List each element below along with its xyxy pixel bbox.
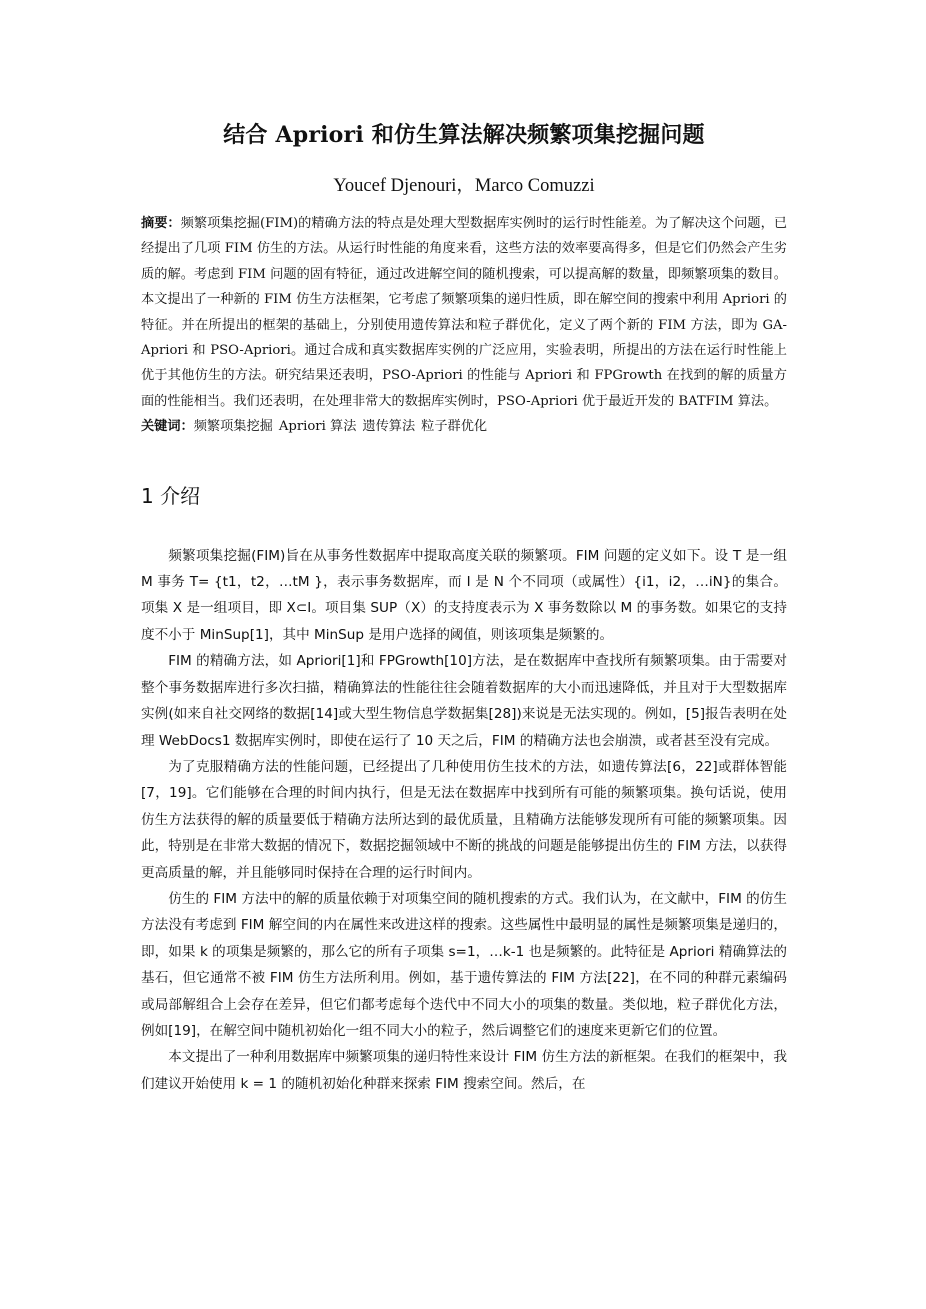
paper-title: 结合 Apriori 和仿生算法解决频繁项集挖掘问题 (223, 122, 705, 148)
abstract-text: 频繁项集挖掘(FIM)的精确方法的特点是处理大型数据库实例时的运行时性能差。为了解决这个问题，已经提出了几项 FIM 仿生的方法。从运行时性能的角度来看，这些方法的效率要高得多，但是它们仍然会产生劣质的解。考虑到 FIM 问题的固有特征，通过改进解空间的随机搜索，可以提高解的数量，即频繁项集的数目。本文提出了一种新的 FIM 仿生方法框架，它考虑了频繁项集的递归性质，即在解空间的搜索中利用 Apriori 的特征。并在所提出的框架的基础上，分别使用遗传算法和粒子群优化，定义了两个新的 FIM 方法，即为 GA-Apriori 和 PSO-Apriori。通过合成和真实数据库实例的广泛应用，实验表明，所提出的方法在运行时性能上优于其他仿生的方法。研究结果还表明，PSO-Apriori 的性能与 Apriori 和 FPGrowth 在找到的解的质量方面的性能相当。我们还表明，在处理非常大的数据库实例时，PSO-Apriori 优于最近开发的 BATFIM 算法。 (141, 216, 788, 409)
keywords-label: 关键词： (141, 419, 194, 435)
paragraph: 本文提出了一种利用数据库中频繁项集的递归特性来设计 FIM 仿生方法的新框架。在我们的框架中，我们建议开始使用 k = 1 的随机初始化种群来探索 FIM 搜索空间。然后，在 (141, 1049, 787, 1092)
keyword: Apriori 算法 (278, 419, 357, 435)
abstract-label: 摘要： (141, 216, 181, 231)
keyword: 遗传算法 (362, 419, 416, 435)
keyword: 粒子群优化 (421, 419, 488, 435)
paragraph: 频繁项集挖掘(FIM)旨在从事务性数据库中提取高度关联的频繁项。FIM 问题的定义如下。设 T 是一组 M 事务 T= {t1，t2，…tM }，表示事务数据库，而 I 是 N 个不同项（或属性）{i1，i2，…iN}的集合。项集 X 是一组项目，即 X⊂I。项目集 SUP（X）的支持度表示为 X 事务数除以 M 的事务数。如果它的支持度不小于 MinSup[1]，其中 MinSup 是用户选择的阈值，则该项集是频繁的。 (141, 547, 787, 643)
section-body (141, 543, 787, 1098)
abstract (141, 211, 787, 414)
paragraph: FIM 的精确方法，如 Apriori[1]和 FPGrowth[10]方法，是在数据库中查找所有频繁项集。由于需要对整个事务数据库进行多次扫描，精确算法的性能往往会随着数据库的大小而迅速降低，并且对于大型数据库实例(如来自社交网络的数据[14]或大型生物信息学数据集[28])来说是无法实现的。例如，[5]报告表明在处理 WebDocs1 数据库实例时，即使在运行了 10 天之后，FIM 的精确方法也会崩溃，或者甚至没有完成。 (141, 653, 787, 749)
paragraph: 为了克服精确方法的性能问题，已经提出了几种使用仿生技术的方法，如遗传算法[6，22]或群体智能[7，19]。它们能够在合理的时间内执行，但是无法在数据库中找到所有可能的频繁项集。换句话说，使用仿生方法获得的解的质量要低于精确方法所达到的最优质量，且精确方法能够发现所有可能的频繁项集。因此，特别是在非常大数据的情况下，数据挖掘领域中不断的挑战的问题是能够提出仿生的 FIM 方法，以获得更高质量的解，并且能够同时保持在合理的运行时间内。 (141, 758, 787, 881)
keywords (141, 414, 787, 439)
keyword: 频繁项集挖掘 (193, 419, 273, 435)
paragraph: 仿生的 FIM 方法中的解的质量依赖于对项集空间的随机搜索的方式。我们认为，在文献中，FIM 的仿生方法没有考虑到 FIM 解空间的内在属性来改进这样的搜索。这些属性中最明显的属性是频繁项集是递归的，即，如果 k 的项集是频繁的，那么它的所有子项集 s=1，…k-1 也是频繁的。此特征是 Apriori 精确算法的基石，但它通常不被 FIM 仿生方法所利用。例如，基于遗传算法的 FIM 方法[22]，在不同的种群元素编码或局部解组合上会存在差异，但它们都考虑每个迭代中不同大小的项集的数量。类似地，粒子群优化方法，例如[19]，在解空间中随机初始化一组不同大小的粒子，然后调整它们的速度来更新它们的位置。 (141, 890, 787, 1039)
section-heading: 1 介绍 (141, 483, 201, 508)
paper-authors: Youcef Djenouri，Marco Comuzzi (333, 176, 595, 196)
